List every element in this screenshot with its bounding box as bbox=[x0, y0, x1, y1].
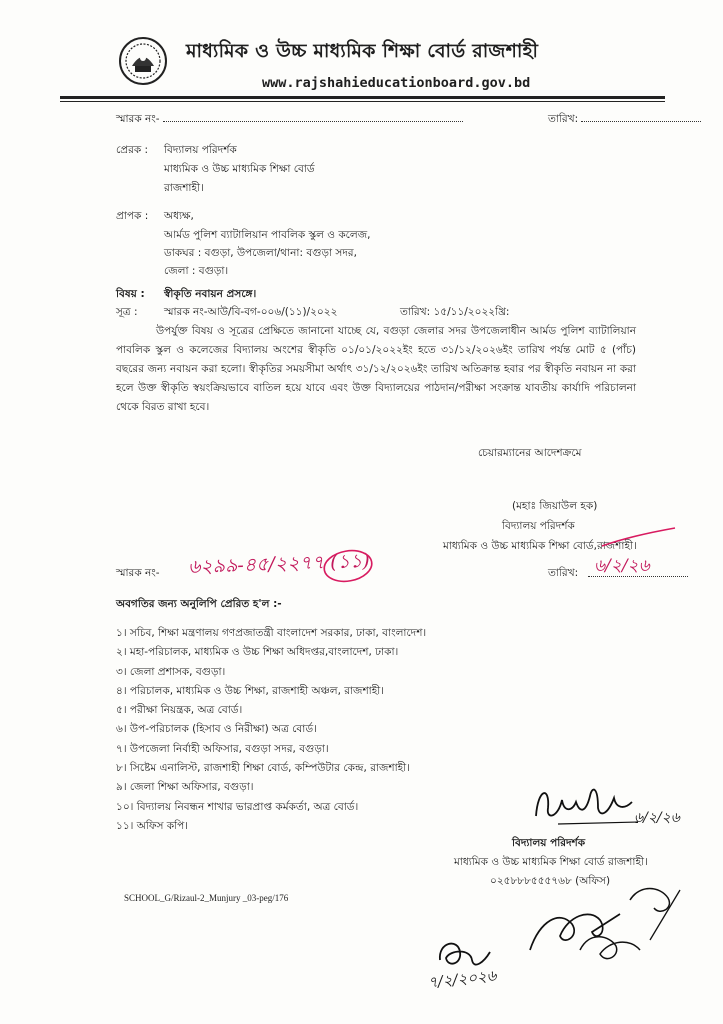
cc-list-item: ৩। জেলা প্রশাসক, বগুড়া। bbox=[116, 665, 226, 678]
recipient-line: ডাকঘর : বগুড়া, উপজেলা/থানা: বগুড়া সদর, bbox=[164, 247, 357, 259]
memo-date-label: তারিখ: bbox=[548, 113, 579, 125]
sender-label: প্রেরক : bbox=[116, 144, 149, 156]
memo-dots bbox=[163, 112, 463, 122]
handwritten-signature-cluster bbox=[520, 880, 690, 990]
sender-line: মাধ্যমিক ও উচ্চ মাধ্যমিক শিক্ষা বোর্ড bbox=[164, 163, 315, 175]
memo-line bbox=[116, 112, 463, 126]
signature-date: ৬/২/২৬ bbox=[634, 810, 680, 826]
cc-heading: অবগতির জন্য অনুলিপি প্রেরিত হ'ল :- bbox=[116, 598, 282, 610]
signatory-designation: বিদ্যালয় পরিদর্শক bbox=[502, 520, 575, 532]
subject-label: বিষয় : bbox=[116, 288, 145, 300]
signatory2-designation: বিদ্যালয় পরিদর্শক bbox=[512, 837, 586, 849]
memo2-handwritten-date: ৬/২/২৬ bbox=[594, 556, 650, 576]
board-seal-logo bbox=[118, 36, 168, 86]
cc-list-item: ৬। উপ-পরিচালক (হিসাব ও নিরীক্ষা) অত্র বোর্ড। bbox=[116, 723, 317, 736]
subject-text: স্বীকৃতি নবায়ন প্রসঙ্গে। bbox=[164, 288, 257, 300]
memo2-date-label: তারিখ: bbox=[548, 567, 579, 579]
cc-list-item: ৭। উপজেলা নির্বাহী অফিসার, বগুড়া সদর, বগুড়া। bbox=[116, 742, 329, 755]
recipient-line: অধ্যক্ষ, bbox=[164, 210, 194, 222]
cc-list-item: ১১। অফিস কপি। bbox=[116, 819, 188, 832]
cc-list-item: ৯। জেলা শিক্ষা অফিসার, বগুড়া। bbox=[116, 781, 254, 794]
signatory2-phone: ০২৫৮৮৮৫৫৫৭৬৮ (অফিস) bbox=[490, 875, 611, 887]
board-website: www.rajshahieducationboard.gov.bd bbox=[262, 75, 531, 91]
signatory-name: (মহাঃ জিয়াউল হক) bbox=[512, 500, 598, 512]
memo2-date-dots bbox=[588, 567, 688, 577]
sender-line: রাজশাহী। bbox=[164, 182, 204, 194]
memo-date-line bbox=[548, 112, 701, 126]
sender-line: বিদ্যালয় পরিদর্শক bbox=[164, 144, 237, 156]
header-rule-thin bbox=[60, 101, 665, 102]
cc-list-item: ১। সচিব, শিক্ষা মন্ত্রণালয় গণপ্রজাতন্ত্রী বাংলাদেশ সরকার, ঢাকা, বাংলাদেশ। bbox=[116, 627, 427, 639]
initials-date: ৭/২/২০২৬ bbox=[427, 966, 498, 992]
memo2-label: স্মারক নং- bbox=[116, 567, 160, 579]
board-title: মাধ্যমিক ও উচ্চ মাধ্যমিক শিক্ষা বোর্ড রাজশাহী bbox=[186, 40, 539, 62]
memo2-handwritten-number: ৬২৯৯-৪৫/২২৭৭ (১১) bbox=[187, 549, 371, 579]
cc-list-item: ২। মহা-পরিচালক, মাধ্যমিক ও উচ্চ শিক্ষা অধিদপ্তর,বাংলাদেশ, ঢাকা। bbox=[116, 646, 399, 659]
reference-memo: স্মারক নং-আউ/বি-বগ-০০৬/(১১)/২০২২ bbox=[164, 306, 338, 318]
memo-label: স্মারক নং- bbox=[116, 113, 160, 125]
recipient-line: জেলা : বগুড়া। bbox=[164, 265, 229, 277]
recipient-label: প্রাপক : bbox=[116, 210, 149, 222]
reference-label: সূত্র : bbox=[116, 306, 138, 318]
cc-list-item: ১০। বিদ্যালয় নিবন্ধন শাখার ভারপ্রাপ্ত কর্মকর্তা, অত্র বোর্ড। bbox=[116, 800, 359, 813]
memo-date-dots bbox=[581, 112, 701, 122]
pink-underline-mark bbox=[600, 526, 680, 556]
file-reference-code: SCHOOL_G/Rizaul-2_Munjury _03-peg/176 bbox=[124, 893, 289, 903]
recipient-line: আর্মড পুলিশ ব্যাটালিয়ান পাবলিক স্কুল ও কলেজ, bbox=[164, 229, 371, 241]
handwritten-circle-mark bbox=[320, 548, 380, 588]
signatory2-office: মাধ্যমিক ও উচ্চ মাধ্যমিক শিক্ষা বোর্ড রাজশাহী। bbox=[454, 856, 648, 868]
cc-list bbox=[116, 624, 426, 836]
header-rule bbox=[60, 96, 665, 99]
reference-date: তারিখ: ১৫/১১/২০২২খ্রি: bbox=[400, 306, 510, 318]
cc-list-item: ৫। পরীক্ষা নিয়ন্ত্রক, অত্র বোর্ড। bbox=[116, 704, 243, 717]
signatory-office: মাধ্যমিক ও উচ্চ মাধ্যমিক শিক্ষা বোর্ড,রাজশাহী। bbox=[443, 540, 637, 552]
cc-list-item: ৪। পরিচালক, মাধ্যমিক ও উচ্চ শিক্ষা, রাজশাহী অঞ্চল, রাজশাহী। bbox=[116, 684, 384, 697]
handwritten-signature bbox=[528, 778, 648, 833]
letter-body: উপর্যুক্ত বিষয় ও সূত্রের প্রেক্ষিতে জানানো যাচ্ছে যে, বগুড়া জেলার সদর উপজেলাধীন আর্মড পুলিশ ব্যাটালিয়ান পাবলিক স্কুল ও কলেজের বিদ্যালয় অংশের স্বীকৃতি ০১/০১/২০২২ইং হতে ৩১/১২/২০২৬ইং তারিখ পর্যন্ত মোট ৫ (পাঁচ) বছরের জন্য নবায়ন করা হলো। স্বীকৃতির সময়সীমা অর্থাৎ ৩১/১২/২০২৬ইং তারিখ অতিক্রান্ত হবার পর স্বীকৃতি নবায়ন না করা হলে উক্ত স্বীকৃতি স্বয়ংক্রিয়ভাবে বাতিল হয়ে যাবে এবং উক্ত বিদ্যালয়ের পাঠদান/পরীক্ষা সংক্রান্ত যাবতীয় কার্যাদি পরিচালনা থেকে বিরত রাখা হবে। bbox=[116, 325, 636, 413]
cc-list-item: ৮। সিষ্টেম এনালিস্ট, রাজশাহী শিক্ষা বোর্ড, কম্পিউটার কেন্দ্র, রাজশাহী। bbox=[116, 762, 410, 775]
order-line: চেয়ারম্যানের আদেশক্রমে bbox=[478, 447, 582, 459]
